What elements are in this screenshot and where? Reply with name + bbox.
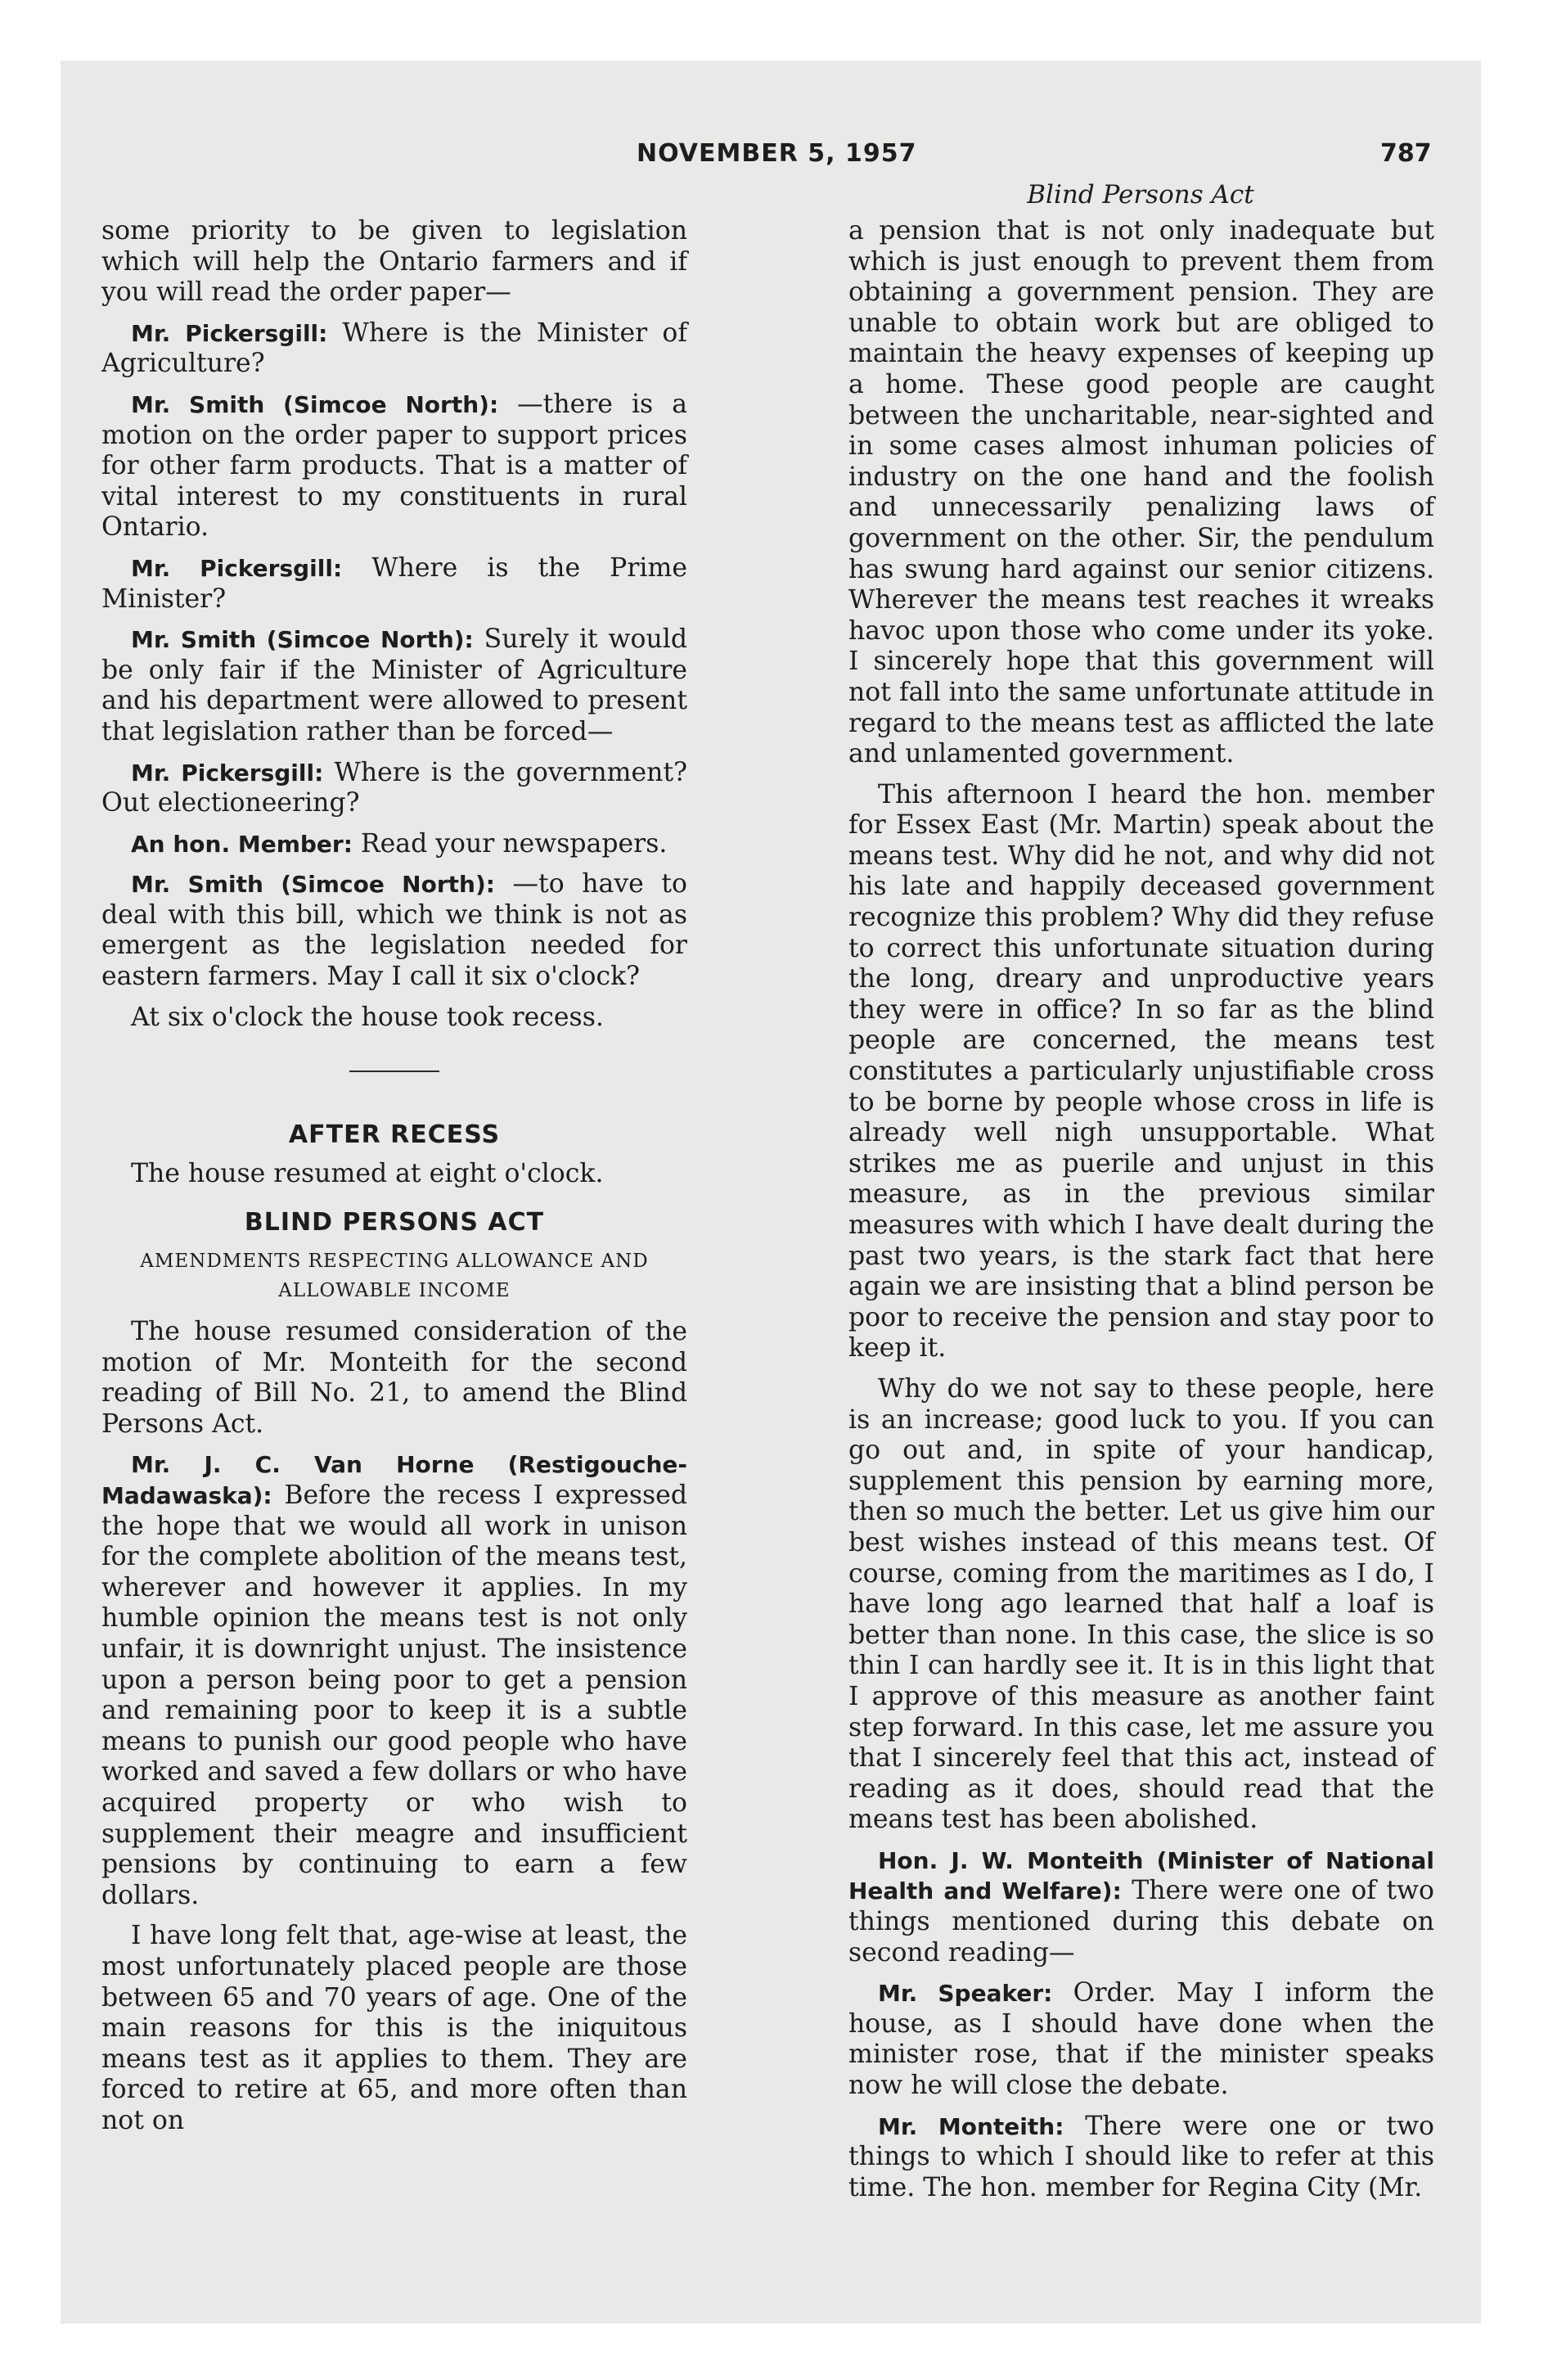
speech-text: —to have to deal with this bill, which we think is not as emergent as the legislation needed for eastern farmers. May I call it six o'clock? bbox=[101, 869, 687, 992]
speaker-name: An hon. Member: bbox=[131, 830, 353, 858]
speaker-name: Mr. Pickersgill: bbox=[131, 319, 328, 347]
document-page bbox=[61, 61, 1481, 2324]
running-head: Blind Persons Act bbox=[1027, 180, 1254, 210]
paragraph bbox=[101, 390, 687, 543]
paragraph: I have long felt that, age-wise at least, the most unfortunately placed people are those between 65 and 70 years of age. One of the main reasons for this is the iniquitous means test as it applies to them. They are forced to retire at 65, and more often than not on bbox=[101, 1921, 687, 2135]
speaker-name: Mr. J. C. Van Horne (Restigouche-Madawaska): bbox=[101, 1451, 687, 1509]
speech-text: Read your newspapers. bbox=[352, 828, 668, 859]
paragraph: Why do we not say to these people, here is an increase; good luck to you. If you can go out and, in spite of your handicap, supplement this pension by earning more, then so much the better. Let us give him our best wishes instead of this means test. Of course, coming from the maritimes as I do, I have long ago learned that half a loaf is better than none. In this case, the slice is so thin I can hardly see it. It is in this light that I approve of this measure as another faint step forward. In this case, let me assure you that I sincerely feel that this act, instead of reading as it does, should read that the means test has been abolished. bbox=[848, 1373, 1434, 1835]
speech-text: There were one of two things mentioned during this debate on second reading— bbox=[848, 1876, 1434, 1968]
paragraph bbox=[101, 1449, 687, 1911]
section-heading: AFTER RECESS bbox=[288, 1120, 501, 1150]
speaker-name: Mr. Smith (Simcoe North): bbox=[131, 390, 499, 418]
right-column bbox=[848, 216, 1434, 2213]
paragraph: This afternoon I heard the hon. member for Essex East (Mr. Martin) speak about the means test. Why did he not, and why did not his late and happily deceased government recognize this problem? Why did they refuse to correct this unfortunate situation during the long, dreary and unproductive years they were in office? In so far as the blind people are concerned, the means test constitutes a particularly unjustifiable cross to be borne by people whose cross in life is already well nigh unsupportable. What strikes me as puerile and unjust in this measure, as in the previous similar measures with which I have dealt during the past two years, is the stark fact that here again we are insisting that a blind person be poor to receive the pension and stay poor to keep it. bbox=[848, 779, 1434, 1364]
paragraph bbox=[101, 624, 687, 747]
paragraph: a pension that is not only inadequate but which is just enough to prevent them from obtaining a government pension. They are unable to obtain work but are obliged to maintain the heavy expenses of keeping up a home. These good people are caught between the uncharitable, near-sighted and in some cases almost inhuman policies of industry on the one hand and the foolish and unnecessarily penalizing laws of government on the other. Sir, the pendulum has swung hard against our senior citizens. Wherever the means test reaches it wreaks havoc upon those who come under its yoke. I sincerely hope that this government will not fall into the same unfortunate attitude in regard to the means test as afflicted the late and unlamented government. bbox=[848, 216, 1434, 769]
paragraph bbox=[101, 758, 687, 819]
paragraph bbox=[848, 1846, 1434, 1968]
speaker-name: Hon. J. W. Monteith (Minister of National Health and Welfare): bbox=[848, 1846, 1434, 1905]
paragraph bbox=[101, 869, 687, 992]
page-number: 787 bbox=[1380, 139, 1432, 168]
paragraph: The house resumed at eight o'clock. bbox=[131, 1158, 604, 1188]
section-subheading: AMENDMENTS RESPECTING ALLOWANCE AND ALLOWABLE INCOME bbox=[140, 1251, 649, 1302]
speaker-name: Mr. Speaker: bbox=[878, 1980, 1053, 2008]
paragraph bbox=[101, 553, 687, 615]
paragraph: The house resumed consideration of the motion of Mr. Monteith for the second reading of Bill No. 21, to amend the Blind Persons Act. bbox=[101, 1317, 687, 1439]
paragraph bbox=[101, 318, 687, 380]
paragraph: some priority to be given to legislation which will help the Ontario farmers and if you will read the order paper— bbox=[101, 216, 687, 308]
speaker-name: Mr. Pickersgill: bbox=[131, 554, 343, 582]
speech-text: Order. May I inform the house, as I should have done when the minister rose, that if the minister speaks now he will close the debate. bbox=[848, 1978, 1434, 2101]
speech-text: Where is the government? Out electioneering? bbox=[101, 757, 687, 818]
paragraph bbox=[848, 1978, 1434, 2101]
paragraph: At six o'clock the house took recess. bbox=[131, 1002, 604, 1032]
speaker-name: Mr. Smith (Simcoe North): bbox=[131, 871, 495, 899]
speech-text: Where is the Minister of Agriculture? bbox=[101, 318, 688, 379]
speech-text: Before the recess I expressed the hope that we would all work in unison for the complete abolition of the means test, wherever and however it applies. In my humble opinion the means test is not only unfair, it is downright unjust. The insistence upon a person being poor to get a pension and remaining poor to keep it is a subtle means to punish our good people who have worked and saved a few dollars or who have acquired property or who wish to supplement their meagre and insufficient pensions by continuing to earn a few dollars. bbox=[101, 1481, 687, 1910]
paragraph bbox=[848, 2112, 1434, 2204]
header-date: NOVEMBER 5, 1957 bbox=[637, 139, 917, 168]
section-heading: BLIND PERSONS ACT bbox=[244, 1208, 545, 1237]
speaker-name: Mr. Monteith: bbox=[878, 2112, 1064, 2140]
section-divider bbox=[349, 1071, 439, 1072]
speech-text: There were one or two things to which I should like to refer at this time. The hon. member for Regina City (Mr. bbox=[848, 2111, 1434, 2202]
speaker-name: Mr. Smith (Simcoe North): bbox=[131, 626, 474, 654]
speech-text: Surely it would be only fair if the Minister of Agriculture and his department were allowed to present that legislation rather than be forced— bbox=[101, 624, 687, 746]
paragraph bbox=[101, 829, 687, 860]
speech-text: —there is a motion on the order paper to support prices for other farm products. That is a matter of vital interest to my constituents in rural Ontario. bbox=[101, 389, 687, 543]
speech-text: Where is the Prime Minister? bbox=[101, 552, 687, 614]
speaker-name: Mr. Pickersgill: bbox=[131, 759, 324, 787]
left-column bbox=[101, 216, 687, 2146]
